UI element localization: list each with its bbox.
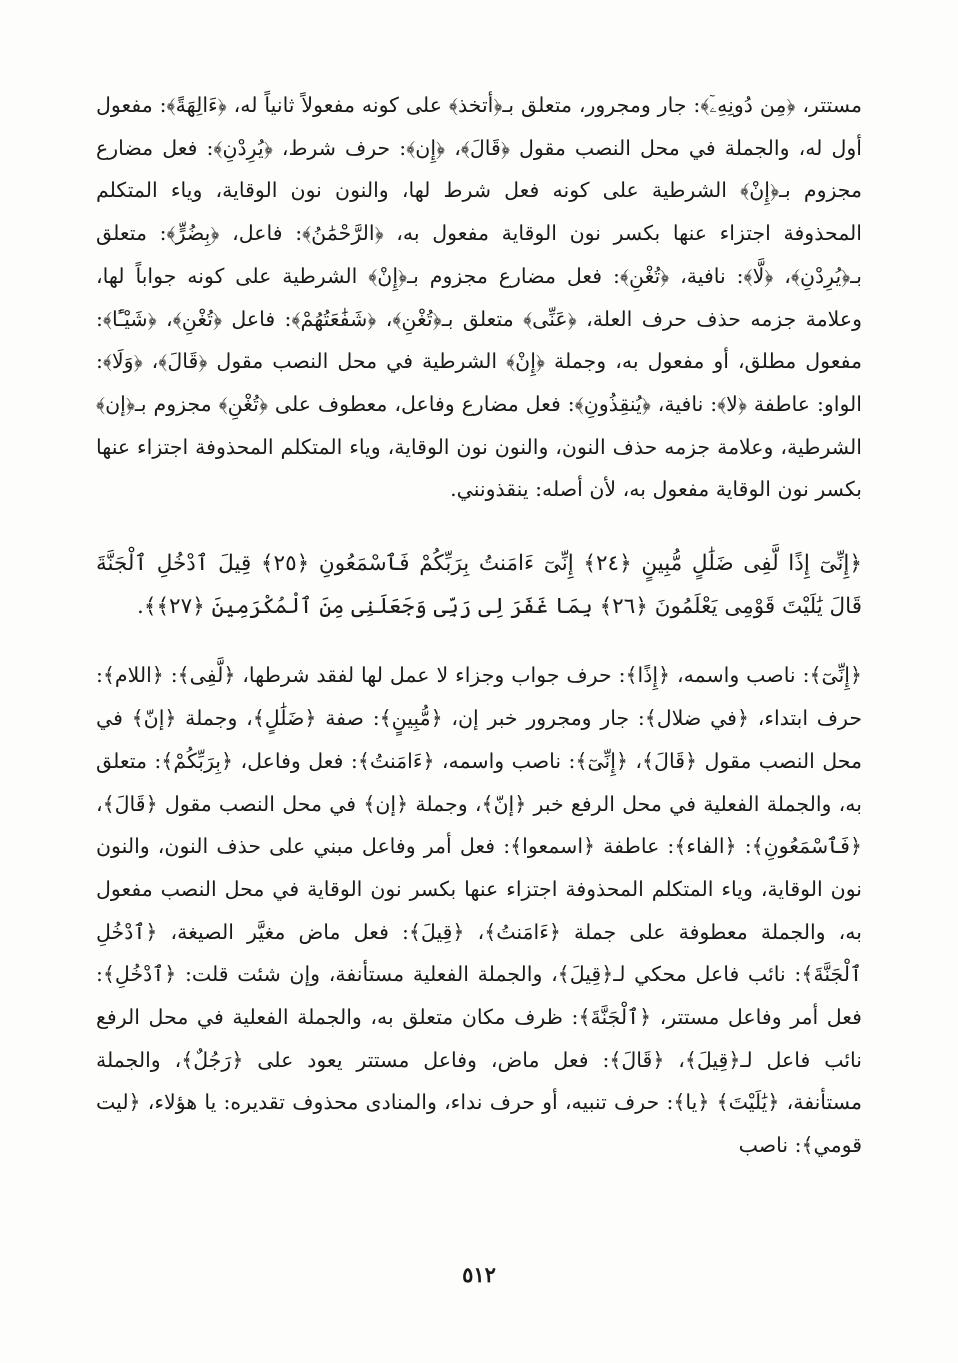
page-number: ٥١٢ xyxy=(462,1262,496,1287)
paragraph-first: مستتر، ﴿مِن دُونِهِۦٓ﴾: جار ومجرور، متعلق بـ﴿أتخذ﴾ على كونه مفعولاً ثانياً له، ﴿ءَالِهَةً﴾: مفعول أول له، والجملة في محل النصب مقول ﴿قَالَ﴾، ﴿إِن﴾: حرف شرط، ﴿يُرِدْنِ﴾: فعل مضارع مجزوم بـ﴿إِنْ﴾ الشرطية على كونه فعل شرط لها، والنون نون الوقاية، وياء المتكلم المحذوفة اجتزاء عنها بكسر نون الوقاية مفعول به، ﴿الرَّحْمَٰنُ﴾: فاعل، ﴿بِضُرٍّ﴾: متعلق بـ﴿يُرِدْنِ﴾، ﴿لَّا﴾: نافية، ﴿تُغْنِ﴾: فعل مضارع مجزوم بـ﴿إِنْ﴾ الشرطية على كونه جواباً لها، وعلامة جزمه حذف حرف العلة، ﴿عَنِّى﴾ متعلق بـ﴿تُغْنِ﴾، ﴿شَفَٰعَتُهُمْ﴾: فاعل ﴿تُغْنِ﴾، ﴿شَيْـًٔا﴾: مفعول مطلق، أو مفعول به، وجملة ﴿إِنْ﴾ الشرطية في محل النصب مقول ﴿قَالَ﴾، ﴿وَلَا﴾: الواو: عاطفة ﴿لا﴾: نافية، ﴿يُنقِذُونِ﴾: فعل مضارع وفاعل، معطوف على ﴿تُغْنِ﴾ مجزوم بـ﴿إن﴾ الشرطية، وعلامة جزمه حذف النون، والنون نون الوقاية، وياء المتكلم المحذوفة اجتزاء عنها بكسر نون الوقاية مفعول به، لأن أصله: ينقذونني. xyxy=(96,93,862,502)
quran-verses: ﴿إِنِّىٓ إِذًا لَّفِى ضَلَٰلٍ مُّبِينٍ ﴿٢٤﴾ إِنِّىٓ ءَامَنتُ بِرَبِّكُمْ فَٱسْمَعُونِ ﴿٢٥﴾ قِيلَ ٱدْخُلِ ٱلْجَنَّةَ قَالَ يَٰلَيْتَ قَوْمِى يَعْلَمُونَ ﴿٢٦﴾ بِمَا غَفَرَ لِى رَبِّى وَجَعَلَنِى مِنَ ٱلْمُكْرَمِينَ ﴿٢٧﴾﴾. xyxy=(96,551,862,619)
paragraph-second: ﴿إِنِّىٓ﴾: ناصب واسمه، ﴿إِذًا﴾: حرف جواب وجزاء لا عمل لها لفقد شرطها، ﴿لَّفِى﴾: ﴿اللام﴾: حرف ابتداء، ﴿في ضلال﴾: جار ومجرور خبر إن، ﴿مُّبِينٍ﴾: صفة ﴿ضَلَٰلٍ﴾، وجملة ﴿إنّ﴾ في محل النصب مقول ﴿قَالَ﴾، ﴿إِنِّىٓ﴾: ناصب واسمه، ﴿ءَامَنتُ﴾: فعل وفاعل، ﴿بِرَبِّكُمْ﴾: متعلق به، والجملة الفعلية في محل الرفع خبر ﴿إنّ﴾، وجملة ﴿إن﴾ في محل النصب مقول ﴿قَالَ﴾، ﴿فَٱسْمَعُونِ﴾: ﴿الفاء﴾: عاطفة ﴿اسمعوا﴾: فعل أمر وفاعل مبني على حذف النون، والنون نون الوقاية، وياء المتكلم المحذوفة اجتزاء عنها بكسر نون الوقاية في محل النصب مفعول به، والجملة معطوفة على جملة ﴿ءَامَنتُ﴾، ﴿قِيلَ﴾: فعل ماض مغيَّر الصيغة، ﴿ٱدْخُلِ ٱلْجَنَّةَ﴾: نائب فاعل محكي لـ﴿قِيلَ﴾، والجملة الفعلية مستأنفة، وإن شئت قلت: ﴿ٱدْخُلِ﴾: فعل أمر وفاعل مستتر، ﴿ٱلْجَنَّةَ﴾: ظرف مكان متعلق به، والجملة الفعلية في محل الرفع نائب فاعل لـ﴿قِيلَ﴾، ﴿قَالَ﴾: فعل ماض، وفاعل مستتر يعود على ﴿رَجُلٌ﴾، والجملة مستأنفة، ﴿يَٰلَيْتَ﴾ ﴿يا﴾: حرف تنبيه، أو حرف نداء، والمنادى محذوف تقديره: يا هؤلاء، ﴿ليت قومي﴾: ناصب xyxy=(96,663,862,1158)
